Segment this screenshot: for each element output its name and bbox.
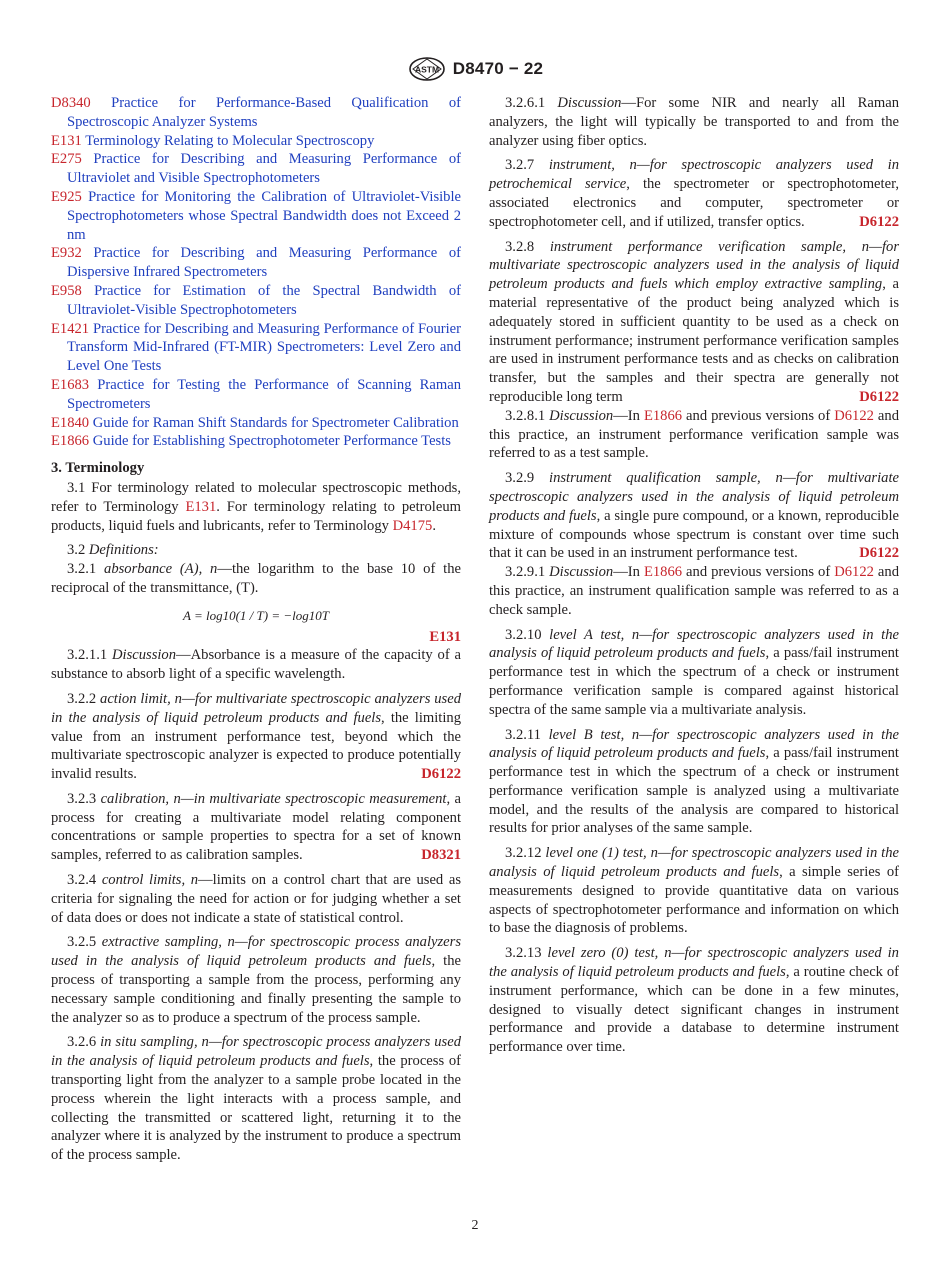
reference-item[interactable]: E932 Practice for Describing and Measuring Performance of Dispersive Infrared Spectrometers	[51, 245, 461, 281]
source-badge[interactable]: D6122	[859, 213, 899, 230]
paragraph-3-2-13: 3.2.13 level zero (0) test, n—for spectroscopic analyzers used in the analysis of liquid petroleum products and fuels, a routine check of instrument performance, which can be done in a few minutes, designed to visually detect significant changes in instrument performance and provide a database to determine instrument performance over time.	[489, 945, 899, 1056]
paragraph-3-2-6-1: 3.2.6.1 Discussion—For some NIR and nearly all Raman analyzers, the light will typically be transported to and from the analyzer using fiber optics.	[489, 95, 900, 149]
paragraph-3-2-9-1: 3.2.9.1 Discussion—In E1866 and previous versions of D6122 and this practice, an instrument qualification sample was referred to as a check sample.	[489, 564, 899, 618]
section-heading: 3. Terminology	[51, 460, 145, 477]
logo-text: ASTM	[414, 64, 439, 75]
reference-item[interactable]: E1421 Practice for Describing and Measuring Performance of Fourier Transform Mid-Infrared (FT-MIR) Spectrometers: Level Zero and Level One Tests	[51, 320, 461, 375]
absorbance-formula: A = log10(1 / T) = −log10T	[183, 607, 329, 623]
link-e131[interactable]: E131	[185, 498, 217, 515]
source-badge[interactable]: D8321	[421, 847, 461, 864]
paragraph-3-2: 3.2 Definitions:	[67, 542, 159, 559]
paragraph-3-2-2: 3.2.2 action limit, n—for multivariate spectroscopic analyzers used in the analysis of liquid petroleum products and fuels, the limiting value from an instrument performance test, beyond which the multivariate spectroscopic analyzer is expected to produce potentially invalid results. D6122	[51, 690, 461, 783]
paragraph-3-2-5: 3.2.5 extractive sampling, n—for spectroscopic process analyzers used in the analysis of liquid petroleum products and fuels, the process of transporting a sample from the process, performing any necessary sample conditioning and finally presenting the sample to the analyzer so as to produce a spectrum of the process sample.	[51, 934, 462, 1026]
link-d4175[interactable]: D4175	[392, 517, 433, 534]
right-column	[489, 94, 899, 1057]
left-column	[51, 94, 461, 1165]
reference-item[interactable]: E131 Terminology Relating to Molecular Spectroscopy	[51, 132, 375, 149]
reference-item[interactable]: E275 Practice for Describing and Measuring Performance of Ultraviolet and Visible Spectrophotometers	[51, 151, 461, 187]
paragraph-3-2-11: 3.2.11 level B test, n—for spectroscopic analyzers used in the analysis of liquid petroleum products and fuels, a pass/fail instrument performance test in which the spectrum of a check or instrument performance verification sample is analyzed using a multivariate model, and the results of the analysis are compared to historical results for prior analyses of the same sample.	[489, 726, 899, 837]
source-badge[interactable]: D6122	[859, 545, 899, 562]
reference-list	[51, 94, 461, 451]
link-e1866[interactable]: E1866	[643, 564, 683, 581]
source-badge[interactable]: D6122	[421, 766, 461, 783]
paragraph-3-2-12: 3.2.12 level one (1) test, n—for spectroscopic analyzers used in the analysis of liquid petroleum products and fuels, a simple series of measurements designed to provide quantitative data on various aspects of spectrophotometer performance and information on which to base the diagnosis of problems.	[489, 845, 899, 937]
link-d6122[interactable]: D6122	[834, 564, 874, 581]
paragraph-3-2-6: 3.2.6 in situ sampling, n—for spectroscopic process analyzers used in the analysis of liquid petroleum products and fuels, the process of transporting light from the analyzer to a sample probe located in the process wherein the light interacts with a process sample, and collecting the transmitted or scattered light, returning it to the analyzer where it is analyzed by the instrument to produce a spectrum of the process sample.	[51, 1034, 461, 1164]
paragraph-3-2-4: 3.2.4 control limits, n—limits on a control chart that are used as criteria for signaling the need for action or for judging whether a set of data does or does not indicate a state of statistical control.	[51, 872, 461, 926]
reference-item[interactable]: E958 Practice for Estimation of the Spectral Bandwidth of Ultraviolet-Visible Spectrophotometers	[51, 282, 461, 318]
paragraph-3-2-10: 3.2.10 level A test, n—for spectroscopic analyzers used in the analysis of liquid petroleum products and fuels, a pass/fail instrument performance test in which the spectrum of a check or instrument performance verification sample is compared against historical spectra of the same sample via a multivariate analysis.	[489, 626, 900, 718]
paragraph-3-2-8: 3.2.8 instrument performance verification sample, n—for multivariate spectroscopic analyzers used in the analysis of liquid petroleum products and fuels which employ extractive sampling, a material representative of the product being analyzed which is adequately stored in sufficient quantity to be used as a check on instrument performance; instrument performance verification samples are used in instrument performance tests and as checks on calibration transfer, but the samples and their spectra are generally not reproducible long term D6122	[489, 238, 899, 405]
paragraph-3-2-8-1: 3.2.8.1 Discussion—In E1866 and previous versions of D6122 and this practice, an instrument performance verification sample was referred to as a test sample.	[489, 407, 899, 462]
reference-item[interactable]: D8340 Practice for Performance-Based Qualification of Spectroscopic Analyzer Systems	[51, 95, 461, 130]
reference-item[interactable]: E1683 Practice for Testing the Performance of Scanning Raman Spectrometers	[51, 376, 461, 412]
link-e1866[interactable]: E1866	[643, 407, 683, 424]
paragraph-3-2-1-1: 3.2.1.1 Discussion—Absorbance is a measure of the capacity of a substance to absorb light of a specific wavelength.	[51, 647, 462, 683]
reference-item[interactable]: E1840 Guide for Raman Shift Standards for Spectrometer Calibration	[51, 414, 459, 431]
reference-item[interactable]: E925 Practice for Monitoring the Calibration of Ultraviolet-Visible Spectrophotometers whose Spectral Bandwidth does not Exceed 2 nm	[51, 188, 462, 243]
astm-logo-icon	[407, 56, 447, 82]
document-number: D8470 − 22	[452, 59, 544, 78]
page-header	[0, 56, 950, 82]
paragraph-3-2-7: 3.2.7 instrument, n—for spectroscopic analyzers used in petrochemical service, the spectrometer or spectrophotometer, associated electronics and computer, spectrometer or spectrophotometer cell, and if utilized, transfer optics. D6122	[489, 157, 899, 230]
source-badge[interactable]: D6122	[859, 388, 899, 405]
source-badge[interactable]: E131	[429, 628, 461, 645]
paragraph-3-2-1: 3.2.1 absorbance (A), n—the logarithm to the base 10 of the reciprocal of the transmittance, (T).	[51, 561, 461, 596]
paragraph-3-2-3: 3.2.3 calibration, n—in multivariate spectroscopic measurement, a process for creating a multivariate model relating component concentrations or sample properties to spectra for a set of known samples, referred to as calibration samples. D8321	[51, 790, 461, 864]
paragraph-3-2-9: 3.2.9 instrument qualification sample, n—for multivariate spectroscopic analyzers used in the analysis of liquid petroleum products and fuels, a single pure compound, or a known, reproducible mixture of compounds whose spectrum is constant over time such that it can be used in an instrument performance test. D6122	[489, 470, 899, 562]
paragraph-3-1: 3.1 For terminology related to molecular spectroscopic methods, refer to Terminology E131. For terminology relating to petroleum products, liquid fuels and lubricants, refer to Terminology D4175.	[51, 479, 461, 534]
reference-item[interactable]: E1866 Guide for Establishing Spectrophotometer Performance Tests	[51, 433, 451, 450]
page-number: 2	[471, 1218, 479, 1233]
link-d6122[interactable]: D6122	[834, 407, 874, 424]
